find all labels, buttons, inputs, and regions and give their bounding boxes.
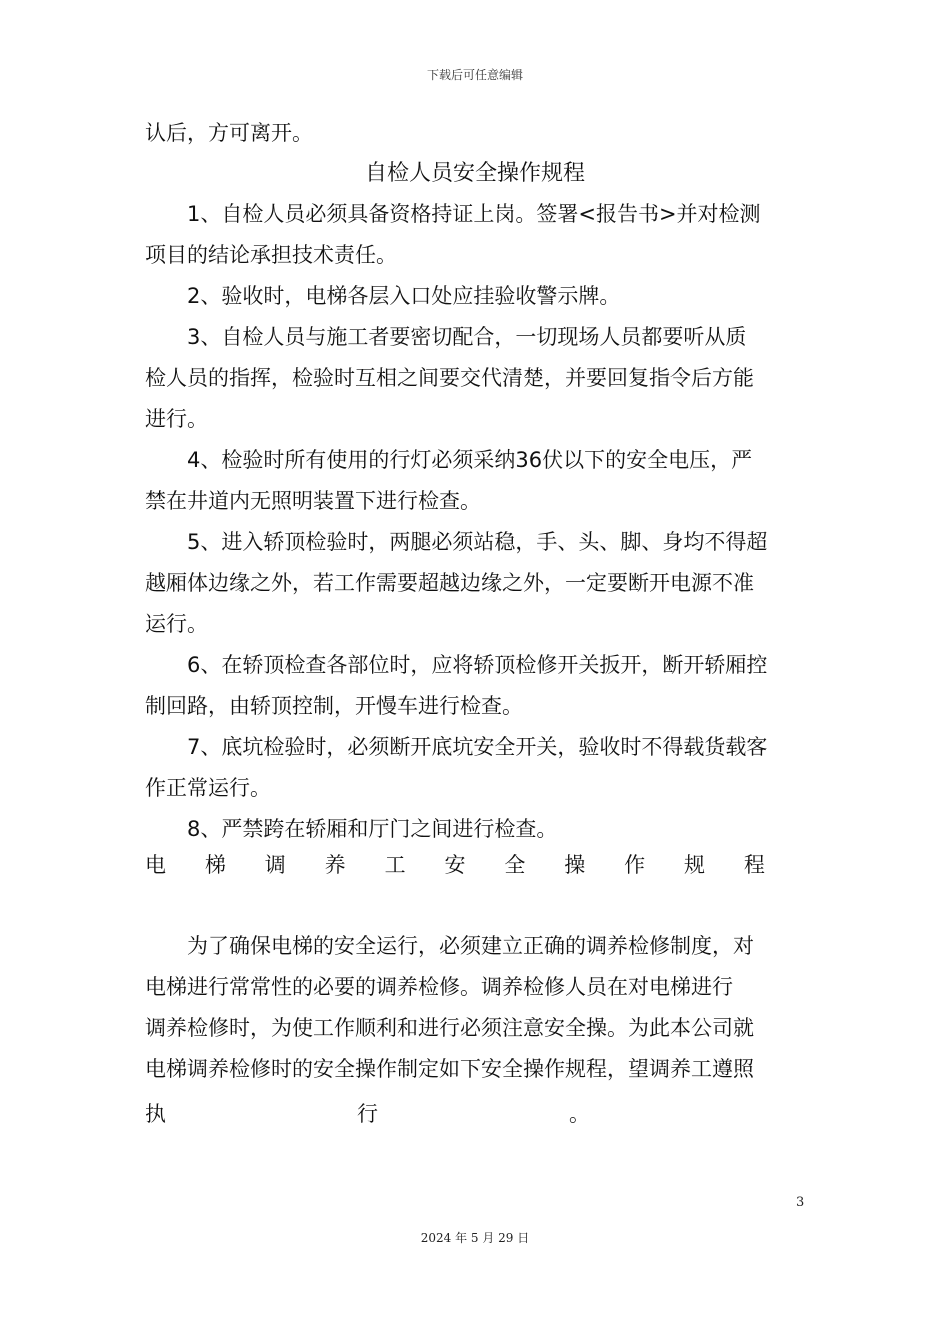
text-line: 电梯进行常常性的必要的调养检修。调养检修人员在对电梯进行: [145, 975, 733, 999]
text-line: 制回路，由轿顶控制，开慢车进行检查。: [145, 694, 523, 718]
title-char: 作: [624, 853, 646, 877]
title-char: 操: [564, 853, 586, 877]
text-line: 5、进入轿顶检验时，两腿必须站稳，手、头、脚、身均不得超: [145, 530, 768, 554]
text-line: 禁在井道内无照明装置下进行检查。: [145, 489, 481, 513]
page-number: 3: [796, 1195, 805, 1210]
text-line: 认后，方可离开。: [145, 121, 313, 145]
text-line: 8、严禁跨在轿厢和厅门之间进行检查。: [145, 817, 558, 841]
title-char: 规: [684, 853, 706, 877]
title-char: 工: [384, 853, 406, 877]
title-char: 安: [444, 853, 466, 877]
closing-line: [145, 1100, 590, 1128]
section-title-self-inspection: 自检人员安全操作规程: [364, 161, 585, 186]
page-header: 下载后可任意编辑: [426, 68, 523, 82]
title-char: 调: [264, 853, 286, 877]
title-char: 电: [145, 853, 166, 877]
text-line: 为了确保电梯的安全运行，必须建立正确的调养检修制度，对: [145, 934, 754, 958]
section-title-elevator-maintenance: [145, 851, 765, 879]
text-line: 3、自检人员与施工者要密切配合，一切现场人员都要听从质: [145, 325, 747, 349]
text-line: 2、验收时，电梯各层入口处应挂验收警示牌。: [145, 284, 621, 308]
text-line: 运行。: [145, 612, 208, 636]
title-char: 程: [743, 853, 765, 877]
text-line: 进行。: [145, 407, 208, 431]
title-char: 全: [504, 853, 526, 877]
text-line: 4、检验时所有使用的行灯必须采纳36伏以下的安全电压，严: [145, 448, 753, 472]
text-line: 越厢体边缘之外，若工作需要超越边缘之外，一定要断开电源不准: [145, 571, 754, 595]
footer-date: 2024 年 5 月 29 日: [420, 1231, 530, 1245]
text-line: 调养检修时，为使工作顺利和进行必须注意安全操。为此本公司就: [145, 1016, 754, 1040]
text-line: 1、自检人员必须具备资格持证上岗。签署<报告书>并对检测: [145, 202, 761, 226]
exec-char: 。: [569, 1102, 590, 1126]
text-line: 作正常运行。: [145, 776, 271, 800]
exec-char: 行: [357, 1102, 378, 1126]
exec-char: 执: [145, 1102, 166, 1126]
text-line: 电梯调养检修时的安全操作制定如下安全操作规程，望调养工遵照: [145, 1057, 754, 1081]
title-char: 养: [324, 853, 346, 877]
text-line: 检人员的指挥，检验时互相之间要交代清楚，并要回复指令后方能: [145, 366, 754, 390]
title-char: 梯: [204, 853, 226, 877]
text-line: 6、在轿顶检查各部位时，应将轿顶检修开关扳开，断开轿厢控: [145, 653, 768, 677]
text-line: 项目的结论承担技术责任。: [145, 243, 397, 267]
text-line: 7、底坑检验时，必须断开底坑安全开关，验收时不得载货载客: [145, 735, 768, 759]
